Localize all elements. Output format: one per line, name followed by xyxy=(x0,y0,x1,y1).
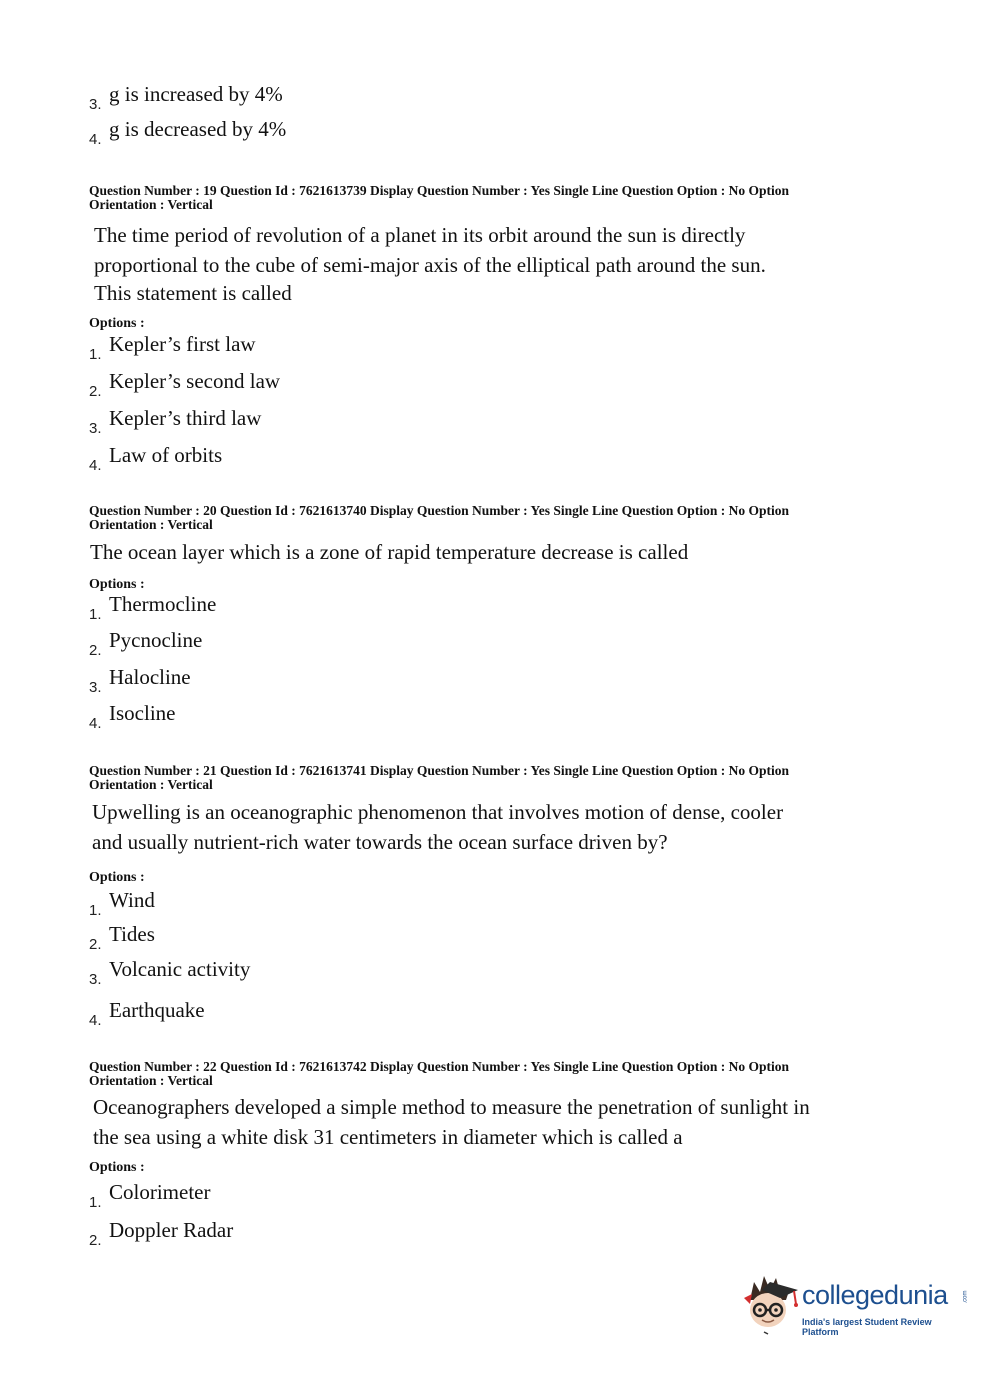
meta-line: Question Number : 19 Question Id : 7621613739 Display Question Number : Yes Single Line Question Option : No Option xyxy=(89,183,789,198)
options-label: Options : xyxy=(89,870,145,885)
meta-line: Question Number : 20 Question Id : 7621613740 Display Question Number : Yes Single Line Question Option : No Option xyxy=(89,503,789,518)
option-number: 2. xyxy=(89,383,102,400)
meta-line: Orientation : Vertical xyxy=(89,517,213,532)
option-text: Volcanic activity xyxy=(109,957,251,981)
question-22-text xyxy=(93,1092,860,1122)
option-2 xyxy=(89,1218,234,1254)
option-text: Colorimeter xyxy=(109,1180,211,1204)
prev-option-3 xyxy=(89,82,283,118)
option-text: Pycnocline xyxy=(109,628,203,652)
question-line: the sea using a white disk 31 centimeters in diameter which is called a xyxy=(93,1125,683,1149)
option-number: 3. xyxy=(89,420,102,437)
option-4 xyxy=(89,443,223,479)
question-line: This statement is called xyxy=(94,281,292,305)
option-4 xyxy=(89,701,176,737)
option-text: Wind xyxy=(109,888,155,912)
meta-line: Orientation : Vertical xyxy=(89,197,213,212)
prev-option-4 xyxy=(89,117,287,153)
question-19-text-cont xyxy=(94,250,864,308)
option-number: 2. xyxy=(89,1232,102,1249)
option-number: 3. xyxy=(89,96,102,113)
question-19-text xyxy=(94,220,864,250)
option-1 xyxy=(89,1180,211,1216)
option-3 xyxy=(89,406,262,442)
option-text: Law of orbits xyxy=(109,443,223,467)
option-number: 4. xyxy=(89,131,102,148)
option-text: Kepler’s second law xyxy=(109,369,281,393)
option-1 xyxy=(89,592,217,628)
question-22-text-cont xyxy=(93,1122,863,1152)
meta-line: Question Number : 21 Question Id : 7621613741 Display Question Number : Yes Single Line Question Option : No Option xyxy=(89,763,789,778)
option-text: Earthquake xyxy=(109,998,205,1022)
collegedunia-logo xyxy=(740,1270,970,1340)
question-21-text-cont xyxy=(92,827,862,857)
question-line: The ocean layer which is a zone of rapid temperature decrease is called xyxy=(90,540,689,564)
question-line: Oceanographers developed a simple method to measure the penetration of sunlight in xyxy=(93,1095,810,1119)
question-21-text xyxy=(92,797,854,827)
option-3 xyxy=(89,957,251,993)
question-line: and usually nutrient-rich water towards the ocean surface driven by? xyxy=(92,830,668,854)
option-text: Doppler Radar xyxy=(109,1218,234,1242)
option-2 xyxy=(89,369,281,405)
option-1 xyxy=(89,888,155,924)
option-2 xyxy=(89,628,203,664)
option-text: Thermocline xyxy=(109,592,217,616)
option-text: g is decreased by 4% xyxy=(109,117,287,141)
option-2 xyxy=(89,922,155,958)
options-label: Options : xyxy=(89,1160,145,1175)
option-text: Kepler’s first law xyxy=(109,332,256,356)
mascot-icon xyxy=(740,1270,802,1340)
option-number: 3. xyxy=(89,971,102,988)
option-text: Halocline xyxy=(109,665,191,689)
meta-line: Orientation : Vertical xyxy=(89,777,213,792)
options-label: Options : xyxy=(89,316,145,331)
logo-wordmark: collegedunia xyxy=(802,1280,948,1310)
option-number: 1. xyxy=(89,346,102,363)
option-3 xyxy=(89,665,191,701)
question-line: Upwelling is an oceanographic phenomenon that involves motion of dense, cooler xyxy=(92,800,784,824)
option-text: g is increased by 4% xyxy=(109,82,283,106)
option-number: 3. xyxy=(89,679,102,696)
logo-tagline: India's largest Student Review Platform xyxy=(802,1317,932,1337)
option-number: 4. xyxy=(89,715,102,732)
question-22-meta xyxy=(89,1060,869,1088)
option-text: Kepler’s third law xyxy=(109,406,262,430)
question-21-meta xyxy=(89,764,869,792)
option-number: 4. xyxy=(89,457,102,474)
option-number: 1. xyxy=(89,902,102,919)
meta-line: Question Number : 22 Question Id : 7621613742 Display Question Number : Yes Single Line Question Option : No Option xyxy=(89,1059,789,1074)
option-1 xyxy=(89,332,256,368)
option-number: 2. xyxy=(89,936,102,953)
option-number: 1. xyxy=(89,1194,102,1211)
option-number: 4. xyxy=(89,1012,102,1029)
option-text: Isocline xyxy=(109,701,176,725)
meta-line: Orientation : Vertical xyxy=(89,1073,213,1088)
option-4 xyxy=(89,998,205,1034)
question-line: proportional to the cube of semi-major axis of the elliptical path around the sun. xyxy=(94,253,766,277)
question-line: The time period of revolution of a planet in its orbit around the sun is directly xyxy=(94,223,746,247)
option-number: 2. xyxy=(89,642,102,659)
option-text: Tides xyxy=(109,922,155,946)
question-19-meta xyxy=(89,184,869,212)
question-20-text xyxy=(90,537,860,567)
options-label: Options : xyxy=(89,577,145,592)
logo-suffix: .com xyxy=(962,1290,969,1304)
option-number: 1. xyxy=(89,606,102,623)
question-20-meta xyxy=(89,504,869,532)
